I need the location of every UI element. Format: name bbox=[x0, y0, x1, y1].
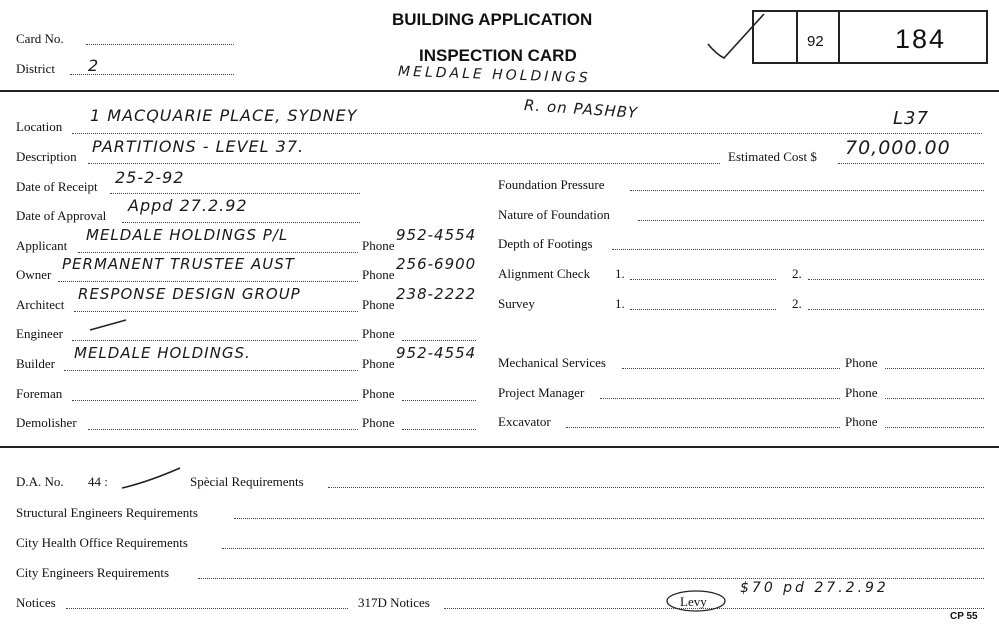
mechanical-phone-label: Phone bbox=[845, 355, 878, 370]
survey-1-field[interactable] bbox=[630, 309, 776, 310]
applicant-phone-value: 952-4554 bbox=[396, 226, 477, 244]
excavator-label: Excavator bbox=[498, 414, 551, 429]
demolisher-field[interactable] bbox=[88, 429, 358, 430]
architect-phone-value: 238-2222 bbox=[396, 285, 477, 303]
depth-footings-label: Depth of Footings bbox=[498, 236, 593, 251]
mechanical-services-label: Mechanical Services bbox=[498, 355, 606, 370]
structural-field[interactable] bbox=[234, 518, 984, 519]
district-label: District bbox=[16, 61, 55, 76]
architect-value: RESPONSE DESIGN GROUP bbox=[78, 285, 301, 303]
notices-317d-label: 317D Notices bbox=[358, 595, 430, 610]
card-number-box bbox=[752, 10, 988, 64]
builder-field[interactable] bbox=[64, 370, 358, 371]
alignment-check-label: Alignment Check bbox=[498, 266, 591, 281]
survey-label: Survey bbox=[498, 296, 535, 311]
foundation-pressure-field[interactable] bbox=[630, 190, 984, 191]
city-engineers-label: City Engineers Requirements bbox=[16, 565, 170, 580]
levy-circle-mark bbox=[664, 588, 728, 614]
levy-label: Levy bbox=[680, 594, 707, 609]
builder-phone-value: 952-4554 bbox=[396, 344, 477, 362]
foreman-label: Foreman bbox=[16, 386, 63, 401]
header-divider bbox=[0, 90, 999, 92]
project-manager-phone-field[interactable] bbox=[885, 398, 984, 399]
notices-label: Notices bbox=[16, 595, 56, 610]
demolisher-phone-label: Phone bbox=[362, 415, 395, 430]
location-value: 1 MACQUARIE PLACE, SYDNEY bbox=[90, 106, 358, 125]
applicant-label: Applicant bbox=[16, 238, 68, 253]
mechanical-services-field[interactable] bbox=[622, 368, 840, 369]
health-field[interactable] bbox=[222, 548, 984, 549]
project-manager-label: Project Manager bbox=[498, 385, 585, 400]
levy-handwritten-note: $70 pd 27.2.92 bbox=[740, 580, 889, 596]
structural-label: Structural Engineers Requirements bbox=[16, 505, 198, 520]
project-manager-phone-label: Phone bbox=[845, 385, 878, 400]
title-building-application: BUILDING APPLICATION bbox=[392, 10, 593, 29]
da-no-slash-mark bbox=[118, 466, 184, 492]
da-no-label: D.A. No. bbox=[16, 474, 64, 489]
foreman-field[interactable] bbox=[72, 400, 358, 401]
excavator-phone-label: Phone bbox=[845, 414, 878, 429]
date-approval-label: Date of Approval bbox=[16, 208, 107, 223]
depth-footings-field[interactable] bbox=[612, 249, 984, 250]
engineer-field[interactable] bbox=[72, 340, 358, 341]
survey-1-label: 1. bbox=[615, 296, 625, 311]
date-approval-field[interactable] bbox=[122, 222, 360, 223]
foreman-phone-label: Phone bbox=[362, 386, 395, 401]
date-receipt-value: 25-2-92 bbox=[115, 168, 185, 187]
location-label: Location bbox=[16, 119, 63, 134]
demolisher-phone-field[interactable] bbox=[402, 429, 476, 430]
engineer-phone-label: Phone bbox=[362, 326, 395, 341]
district-value: 2 bbox=[88, 56, 100, 75]
health-label: City Health Office Requirements bbox=[16, 535, 188, 550]
applicant-phone-label: Phone bbox=[362, 238, 395, 253]
estimated-cost-label: Estimated Cost $ bbox=[728, 149, 817, 164]
architect-label: Architect bbox=[16, 297, 65, 312]
date-receipt-field[interactable] bbox=[110, 193, 360, 194]
engineer-dash-mark bbox=[86, 316, 132, 334]
alignment-check-1-label: 1. bbox=[615, 266, 625, 281]
owner-label: Owner bbox=[16, 267, 52, 282]
location-field[interactable] bbox=[72, 133, 982, 134]
special-requirements-field[interactable] bbox=[328, 487, 984, 488]
foreman-phone-field[interactable] bbox=[402, 400, 476, 401]
builder-phone-label: Phone bbox=[362, 356, 395, 371]
demolisher-label: Demolisher bbox=[16, 415, 77, 430]
date-receipt-label: Date of Receipt bbox=[16, 179, 98, 194]
owner-field[interactable] bbox=[58, 281, 358, 282]
alignment-check-1-field[interactable] bbox=[630, 279, 776, 280]
nature-foundation-field[interactable] bbox=[638, 220, 984, 221]
description-field[interactable] bbox=[88, 163, 720, 164]
foundation-pressure-label: Foundation Pressure bbox=[498, 177, 605, 192]
excavator-phone-field[interactable] bbox=[885, 427, 984, 428]
engineer-phone-field[interactable] bbox=[402, 340, 476, 341]
date-approval-value: Appd 27.2.92 bbox=[128, 196, 248, 215]
owner-phone-value: 256-6900 bbox=[396, 255, 477, 273]
nature-foundation-label: Nature of Foundation bbox=[498, 207, 610, 222]
builder-value: MELDALE HOLDINGS. bbox=[74, 344, 251, 362]
architect-field[interactable] bbox=[74, 311, 358, 312]
survey-2-label: 2. bbox=[792, 296, 802, 311]
card-number: 184 bbox=[895, 24, 947, 54]
handwritten-header-note: MELDALE HOLDINGS bbox=[397, 63, 591, 87]
survey-2-field[interactable] bbox=[808, 309, 984, 310]
description-label: Description bbox=[16, 149, 77, 164]
da-no-value: 44 : bbox=[88, 474, 108, 489]
mechanical-phone-field[interactable] bbox=[885, 368, 984, 369]
engineer-label: Engineer bbox=[16, 326, 63, 341]
box-divider-1 bbox=[796, 10, 798, 64]
excavator-field[interactable] bbox=[566, 427, 840, 428]
box-divider-2 bbox=[838, 10, 840, 64]
footer-divider bbox=[0, 446, 999, 448]
owner-phone-label: Phone bbox=[362, 267, 395, 282]
description-value: PARTITIONS - LEVEL 37. bbox=[92, 137, 305, 156]
project-manager-field[interactable] bbox=[600, 398, 840, 399]
notices-field[interactable] bbox=[66, 608, 348, 609]
applicant-value: MELDALE HOLDINGS P/L bbox=[86, 226, 289, 244]
location-level: L37 bbox=[893, 108, 929, 129]
alignment-check-2-label: 2. bbox=[792, 266, 802, 281]
special-requirements-label: Spècial Requirements bbox=[190, 474, 304, 489]
owner-value: PERMANENT TRUSTEE AUST bbox=[62, 255, 295, 273]
city-engineers-field[interactable] bbox=[198, 578, 984, 579]
builder-label: Builder bbox=[16, 356, 55, 371]
card-no-label: Card No. bbox=[16, 31, 64, 46]
card-year: 92 bbox=[807, 33, 824, 50]
applicant-field[interactable] bbox=[78, 252, 358, 253]
alignment-check-2-field[interactable] bbox=[808, 279, 984, 280]
architect-phone-label: Phone bbox=[362, 297, 395, 312]
form-code: CP 55 bbox=[950, 611, 978, 622]
title-inspection-card: INSPECTION CARD bbox=[419, 46, 577, 65]
card-no-field[interactable] bbox=[86, 44, 234, 45]
estimated-cost-value: 70,000.00 bbox=[845, 137, 951, 159]
location-note: R. on PASHBY bbox=[523, 96, 639, 122]
estimated-cost-field[interactable] bbox=[838, 163, 984, 164]
